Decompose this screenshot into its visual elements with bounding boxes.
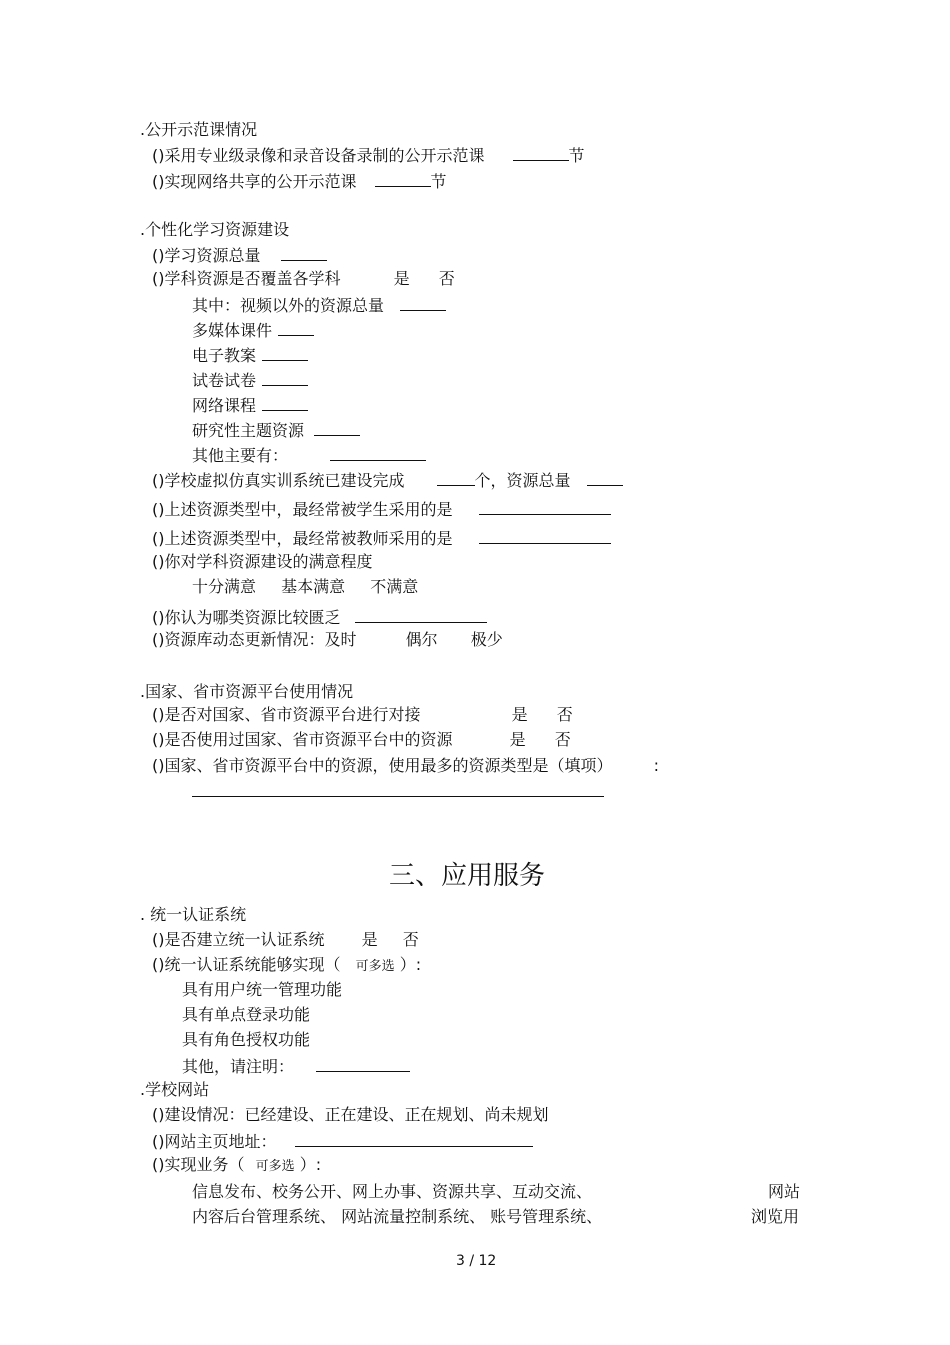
question-text-end: ）: bbox=[399, 955, 422, 974]
sub-research-topic bbox=[192, 419, 360, 441]
section-heading-national-platform: .国家、省市资源平台使用情况 bbox=[140, 682, 354, 701]
option-occasionally[interactable]: 偶尔 bbox=[405, 630, 438, 649]
blank-field[interactable] bbox=[316, 1055, 410, 1072]
blank-field[interactable] bbox=[513, 144, 569, 161]
question-mid-text: 个，资源总量 bbox=[474, 471, 571, 490]
sub-online-course bbox=[192, 394, 308, 416]
option-single-sign-on[interactable]: 具有单点登录功能 bbox=[182, 1005, 311, 1024]
unit-label: 节 bbox=[568, 146, 585, 165]
option-user-management[interactable]: 具有用户统一管理功能 bbox=[182, 980, 343, 999]
question-text: ()学科资源是否覆盖各学科 bbox=[152, 269, 341, 288]
option-no[interactable]: 否 bbox=[402, 930, 419, 949]
blank-field[interactable] bbox=[400, 294, 446, 311]
unit-label: 节 bbox=[430, 172, 447, 191]
blank-field[interactable] bbox=[262, 369, 308, 386]
blank-field[interactable] bbox=[278, 319, 314, 336]
blank-field[interactable] bbox=[295, 1130, 533, 1147]
question-resource-total bbox=[152, 244, 327, 266]
question-platform-most-used-type bbox=[152, 756, 659, 776]
question-text: ()资源库动态更新情况：及时 bbox=[152, 630, 357, 649]
question-platform-connect bbox=[152, 705, 573, 725]
question-shared-open-class bbox=[152, 170, 447, 192]
blank-field[interactable] bbox=[479, 527, 611, 544]
business-options-line-1: 信息发布、校务公开、网上办事、资源共享、互动交流、 bbox=[192, 1182, 593, 1201]
sub-text: 电子教案 bbox=[192, 346, 257, 365]
colon: : bbox=[653, 756, 659, 775]
question-auth-functions bbox=[152, 955, 421, 977]
question-homepage-address bbox=[152, 1130, 533, 1152]
question-lacking-resources bbox=[152, 606, 487, 628]
sub-others bbox=[192, 444, 426, 466]
option-no[interactable]: 否 bbox=[554, 730, 571, 749]
sub-test-paper bbox=[192, 369, 308, 391]
option-yes[interactable]: 是 bbox=[509, 730, 526, 749]
option-text: 其他，请注明： bbox=[182, 1057, 295, 1076]
sub-text: 试卷试卷 bbox=[192, 371, 257, 390]
question-text: ()实现业务（ bbox=[152, 1155, 245, 1174]
question-business bbox=[152, 1155, 321, 1177]
option-yes[interactable]: 是 bbox=[393, 269, 410, 288]
sub-text: 其中：视频以外的资源总量 bbox=[192, 296, 385, 315]
blank-field[interactable] bbox=[479, 498, 611, 515]
option-no[interactable]: 否 bbox=[556, 705, 573, 724]
blank-field[interactable] bbox=[587, 469, 623, 486]
question-text: ()国家、省市资源平台中的资源，使用最多的资源类型是（填项） bbox=[152, 756, 613, 775]
sub-text: 网络课程 bbox=[192, 396, 257, 415]
multi-select-hint: 可多选 bbox=[355, 959, 395, 974]
section-heading-school-website: .学校网站 bbox=[140, 1080, 210, 1099]
question-teacher-most-used bbox=[152, 527, 611, 549]
blank-field[interactable] bbox=[375, 170, 431, 187]
option-no[interactable]: 否 bbox=[438, 269, 455, 288]
blank-field[interactable] bbox=[281, 244, 327, 261]
option-basically-satisfied[interactable]: 基本满意 bbox=[281, 577, 346, 596]
question-text: ()你认为哪类资源比较匮乏 bbox=[152, 608, 341, 627]
section-heading-personalized-resources: .个性化学习资源建设 bbox=[140, 220, 290, 239]
option-rarely[interactable]: 极少 bbox=[470, 630, 503, 649]
blank-field[interactable] bbox=[330, 444, 426, 461]
question-text: ()采用专业级录像和录音设备录制的公开示范课 bbox=[152, 146, 485, 165]
question-student-most-used bbox=[152, 498, 611, 520]
question-auth-built bbox=[152, 930, 419, 950]
question-text: ()上述资源类型中，最经常被教师采用的是 bbox=[152, 529, 453, 548]
sub-multimedia bbox=[192, 319, 314, 341]
question-text: ()是否使用过国家、省市资源平台中的资源 bbox=[152, 730, 453, 749]
blank-field[interactable] bbox=[262, 344, 308, 361]
blank-field[interactable] bbox=[437, 469, 475, 486]
blank-field[interactable] bbox=[355, 606, 487, 623]
multi-select-hint: 可多选 bbox=[255, 1159, 295, 1174]
question-recorded-open-class bbox=[152, 144, 585, 166]
satisfaction-options bbox=[192, 577, 418, 597]
question-satisfaction: ()你对学科资源建设的满意程度 bbox=[152, 552, 373, 571]
option-very-satisfied[interactable]: 十分满意 bbox=[192, 577, 257, 596]
question-text-end: ）: bbox=[299, 1155, 322, 1174]
blank-field[interactable] bbox=[314, 419, 360, 436]
question-construction-status: ()建设情况：已经建设、正在建设、正在规划、尚未规划 bbox=[152, 1105, 549, 1124]
question-text: ()学习资源总量 bbox=[152, 246, 261, 265]
question-text: ()是否对国家、省市资源平台进行对接 bbox=[152, 705, 421, 724]
business-options-line-2: 内容后台管理系统、 网站流量控制系统、 账号管理系统、 bbox=[192, 1207, 603, 1226]
option-not-satisfied[interactable]: 不满意 bbox=[370, 577, 419, 596]
question-text: ()上述资源类型中，最经常被学生采用的是 bbox=[152, 500, 453, 519]
sub-text: 其他主要有： bbox=[192, 446, 289, 465]
business-options-line-1-right: 网站 bbox=[768, 1182, 801, 1201]
section-heading-open-class: .公开示范课情况 bbox=[140, 120, 258, 139]
sub-text: 多媒体课件 bbox=[192, 321, 273, 340]
option-yes[interactable]: 是 bbox=[511, 705, 528, 724]
sub-e-lesson bbox=[192, 344, 308, 366]
option-other bbox=[182, 1055, 410, 1077]
question-virtual-training bbox=[152, 469, 623, 491]
section-title: 三、应用服务 bbox=[389, 861, 546, 891]
question-text: ()统一认证系统能够实现（ bbox=[152, 955, 341, 974]
blank-field[interactable] bbox=[262, 394, 308, 411]
question-update-frequency bbox=[152, 630, 503, 650]
page-number: 3 / 12 bbox=[456, 1253, 497, 1269]
answer-line[interactable] bbox=[192, 796, 604, 797]
question-platform-used bbox=[152, 730, 571, 750]
sub-text: 研究性主题资源 bbox=[192, 421, 305, 440]
question-text: ()网站主页地址： bbox=[152, 1132, 277, 1151]
business-options-line-2-right: 浏览用 bbox=[751, 1207, 800, 1226]
section-heading-unified-auth: . 统一认证系统 bbox=[140, 905, 247, 924]
option-role-authorization[interactable]: 具有角色授权功能 bbox=[182, 1030, 311, 1049]
question-subject-coverage bbox=[152, 269, 455, 289]
question-text: ()是否建立统一认证系统 bbox=[152, 930, 325, 949]
sub-non-video-total bbox=[192, 294, 446, 316]
option-yes[interactable]: 是 bbox=[361, 930, 378, 949]
question-text: ()学校虚拟仿真实训系统已建设完成 bbox=[152, 471, 405, 490]
question-text: ()实现网络共享的公开示范课 bbox=[152, 172, 357, 191]
